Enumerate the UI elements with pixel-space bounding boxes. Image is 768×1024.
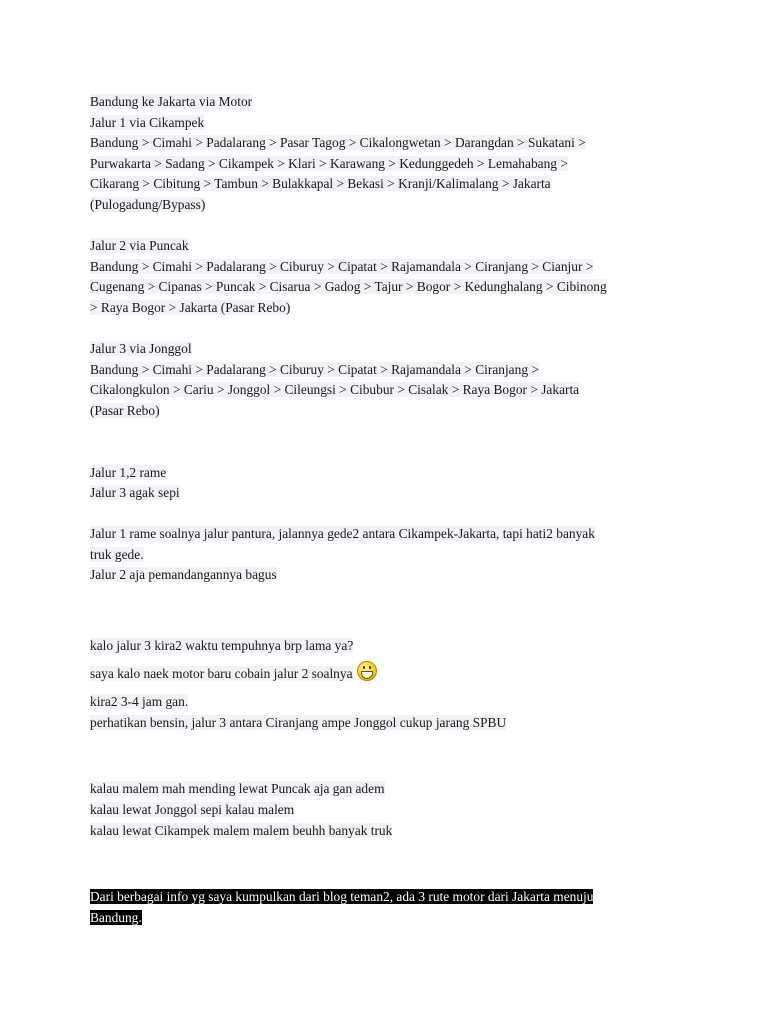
question-line: kalo jalur 3 kira2 waktu tempuhnya brp lama ya?	[90, 638, 354, 654]
jalur1-title: Jalur 1 via Cikampek	[90, 114, 205, 130]
grin-emoji-icon	[357, 661, 377, 681]
jalur3-line: Cikalongkulon > Cariu > Jonggol > Cileungsi > Cibubur > Cisalak > Raya Bogor > Jakarta	[90, 382, 580, 398]
route-title: Bandung ke Jakarta via Motor	[90, 94, 253, 109]
jalur2-section	[90, 236, 690, 318]
jalur3-section	[90, 339, 690, 421]
jalur2-line: Bandung > Cimahi > Padalarang > Ciburuy > Cipatat > Rajamandala > Ciranjang > Cianjur >	[90, 258, 594, 274]
jalur1-line: Cikarang > Cibitung > Tambun > Bulakkapal > Bekasi > Kranji/Kalimalang > Jakarta	[90, 176, 551, 192]
night-line: kalau malem mah mending lewat Puncak aja gan adem	[90, 781, 385, 797]
answer-line: kira2 3-4 jam gan.	[90, 694, 189, 710]
jalur3-line: (Pasar Rebo)	[90, 402, 160, 418]
jalur2-line: > Raya Bogor > Jakarta (Pasar Rebo)	[90, 299, 291, 315]
jalur3-title: Jalur 3 via Jonggol	[90, 341, 192, 357]
jalur2-title: Jalur 2 via Puncak	[90, 238, 189, 254]
traffic-line: Jalur 1,2 rame	[90, 464, 167, 480]
route-intro	[90, 92, 690, 216]
note-line: Jalur 1 rame soalnya jalur pantura, jalannya gede2 antara Cikampek-Jakarta, tapi hati2 banyak	[90, 526, 595, 542]
answer-section	[90, 692, 690, 733]
answer-line: perhatikan bensin, jalur 3 antara Ciranjang ampe Jonggol cukup jarang SPBU	[90, 714, 507, 730]
traffic-section	[90, 463, 690, 504]
jalur1-line: Bandung > Cimahi > Padalarang > Pasar Tagog > Cikalongwetan > Darangdan > Sukatani >	[90, 135, 586, 151]
question-section	[90, 636, 690, 684]
traffic-line: Jalur 3 agak sepi	[90, 485, 180, 501]
jalur1-line: (Pulogadung/Bypass)	[90, 196, 206, 212]
footer-line: Bandung.	[90, 909, 142, 925]
footer-section	[90, 887, 690, 928]
night-section	[90, 779, 690, 841]
jalur3-line: Bandung > Cimahi > Padalarang > Ciburuy > Cipatat > Rajamandala > Ciranjang >	[90, 361, 539, 377]
document-page	[90, 92, 690, 928]
note-line: truk gede.	[90, 546, 144, 562]
jalur2-line: Cugenang > Cipanas > Puncak > Cisarua > Gadog > Tajur > Bogor > Kedunghalang > Cibinong	[90, 279, 607, 295]
jalur1-line: Purwakarta > Sadang > Cikampek > Klari > Karawang > Kedunggedeh > Lemahabang >	[90, 155, 568, 171]
night-line: kalau lewat Cikampek malem malem beuhh banyak truk	[90, 822, 393, 838]
footer-line: Dari berbagai info yg saya kumpulkan dari blog teman2, ada 3 rute motor dari Jakarta menuju	[90, 889, 594, 905]
night-line: kalau lewat Jonggol sepi kalau malem	[90, 802, 295, 818]
notes-section	[90, 524, 690, 586]
note-line: Jalur 2 aja pemandangannya bagus	[90, 567, 277, 583]
question-line: saya kalo naek motor baru cobain jalur 2 soalnya	[90, 665, 353, 681]
